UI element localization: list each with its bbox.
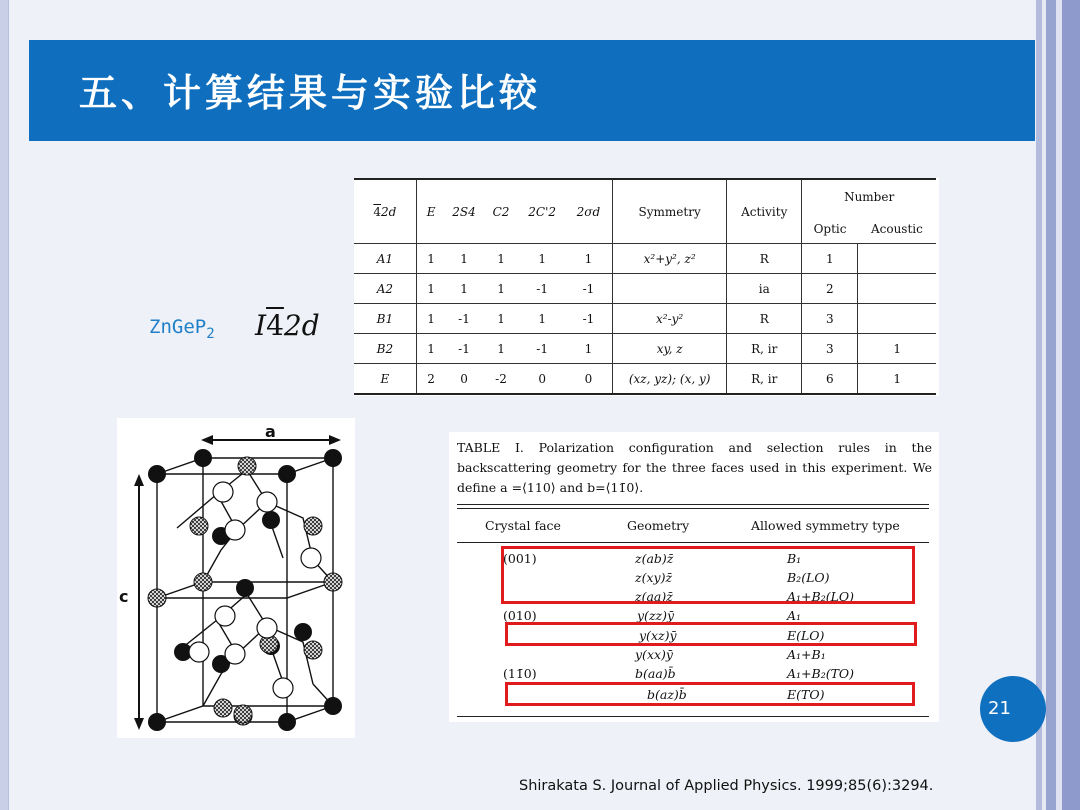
irrep: B1 [354,304,416,334]
allowed-cell: E(TO) [787,687,825,702]
char-cell: -2 [483,364,520,395]
activity-cell: R, ir [727,364,802,395]
header-allowed: Allowed symmetry type [751,518,900,533]
table-row [354,304,936,334]
decorative-border [1036,0,1080,810]
geometry-cell: b(aa)b̄ [635,666,676,681]
page-number: 21 [988,698,1011,719]
optic-cell: 1 [802,244,858,274]
char-cell: 2 [416,364,445,395]
char-cell: -1 [446,304,483,334]
allowed-cell: A₁+B₁ [787,647,826,662]
symmetry-cell: xy, z [613,334,727,364]
geometry-cell: y(xx)ȳ [635,647,673,662]
char-cell: 1 [416,244,445,274]
optic-cell: 6 [802,364,858,395]
citation: Shirakata S. Journal of Applied Physics. 1999;85(6):3294. [519,778,934,794]
op-e: E [416,179,445,244]
spacegroup-rest: 2d [283,309,320,342]
acoustic-cell [858,304,936,334]
allowed-cell: B₁ [787,551,802,566]
formula-subscript: 2 [206,325,215,342]
acoustic-cell: 1 [858,364,936,395]
allowed-cell: A₁ [787,608,802,623]
acoustic-cell [858,244,936,274]
acoustic-cell: 1 [858,334,936,364]
allowed-cell: B₂(LO) [787,570,830,585]
char-cell: 0 [446,364,483,395]
point-group: 42d [354,179,416,244]
formula-main: ZnGeP [149,316,207,338]
char-cell: 1 [446,274,483,304]
symmetry-header: Symmetry [613,179,727,244]
char-cell: 1 [584,251,593,266]
optic-cell: 3 [802,334,858,364]
activity-header: Activity [727,179,802,244]
table-row [354,274,936,304]
geometry-cell: b(az)b̄ [647,687,687,702]
op-2c2prime: 2C'2 [520,179,565,244]
compound-formula [149,316,215,342]
allowed-cell: E(LO) [787,628,825,643]
highlight-box-eto [505,682,915,706]
optic-header: Optic [802,214,858,244]
char-cell: 1 [565,334,613,364]
geometry-cell: y(xz)ȳ [639,628,677,643]
geometry-cell: z(xy)z̄ [635,570,673,585]
op-c2: C2 [483,179,520,244]
title-bar [29,40,1035,141]
irrep: B2 [354,334,416,364]
char-cell: 0 [520,364,565,395]
irrep: A1 [376,251,393,266]
crystal-structure-figure [117,418,355,738]
char-cell: 1 [416,304,445,334]
a-axis-label: a [265,422,276,441]
char-cell: 1 [483,274,520,304]
symmetry-cell: x²+y², z² [613,244,727,274]
rule [457,504,929,505]
spacegroup-prefix: I [255,309,267,342]
symmetry-cell: x²-y² [613,304,727,334]
geometry-cell: y(zz)ȳ [637,608,675,623]
table-row [354,334,936,364]
symmetry-cell: (xz, yz); (x, y) [613,364,727,395]
optic-cell: 2 [802,274,858,304]
header-crystal-face: Crystal face [485,518,561,533]
activity-cell: ia [727,274,802,304]
char-cell: -1 [565,274,613,304]
allowed-cell: A₁+B₂(LO) [787,589,855,604]
geometry-cell: z(aa)z̄ [635,589,673,604]
spacegroup-bar: 4 [266,309,284,342]
char-cell: -1 [520,274,565,304]
table-row [354,244,936,274]
char-cell: 1 [460,251,468,266]
activity-cell: R [727,304,802,334]
slide [8,0,1037,810]
space-group [255,309,320,342]
slide-title: 五、计算结果与实验比较 [79,71,542,115]
rule [457,508,929,509]
char-cell: 1 [416,334,445,364]
symmetry-cell [613,274,727,304]
c-axis-label: c [119,587,129,606]
page-number-badge [980,676,1046,742]
char-cell: -1 [446,334,483,364]
char-cell: 0 [565,364,613,395]
face-cell: (001) [503,551,537,566]
op-2sigmad: 2σd [565,179,613,244]
allowed-cell: A₁+B₂(TO) [787,666,855,681]
op-2s4: 2S4 [446,179,483,244]
acoustic-header: Acoustic [858,214,936,244]
rule [457,542,929,543]
char-cell: 1 [416,274,445,304]
char-cell: -1 [520,334,565,364]
face-cell: (010) [503,608,537,623]
crystal-structure-svg [117,418,355,738]
highlight-box-001 [501,546,915,604]
char-cell: -1 [565,304,613,334]
highlight-box-elo [505,622,917,646]
activity-cell: R, ir [727,334,802,364]
face-cell: (11̄0) [503,666,537,681]
table-one [449,432,939,722]
number-header: Number [802,179,936,214]
header-geometry: Geometry [627,518,690,533]
irrep: A2 [354,274,416,304]
table-one-caption: TABLE I. Polarization configuration and selection rules in the backscattering geometry for the three faces used in this experiment. We define a =⟨110⟩ and b=⟨11̄0⟩. [457,440,932,495]
char-cell: 1 [497,251,505,266]
char-cell: 1 [538,251,546,266]
optic-cell: 3 [802,304,858,334]
rule [457,716,929,717]
irrep: E [354,364,416,395]
char-cell: 1 [520,304,565,334]
char-cell: 1 [483,334,520,364]
geometry-cell: z(ab)z̄ [635,551,674,566]
character-table [354,178,939,396]
table-row [354,364,936,395]
activity-cell: R [727,244,802,274]
char-cell: 1 [483,304,520,334]
acoustic-cell [858,274,936,304]
